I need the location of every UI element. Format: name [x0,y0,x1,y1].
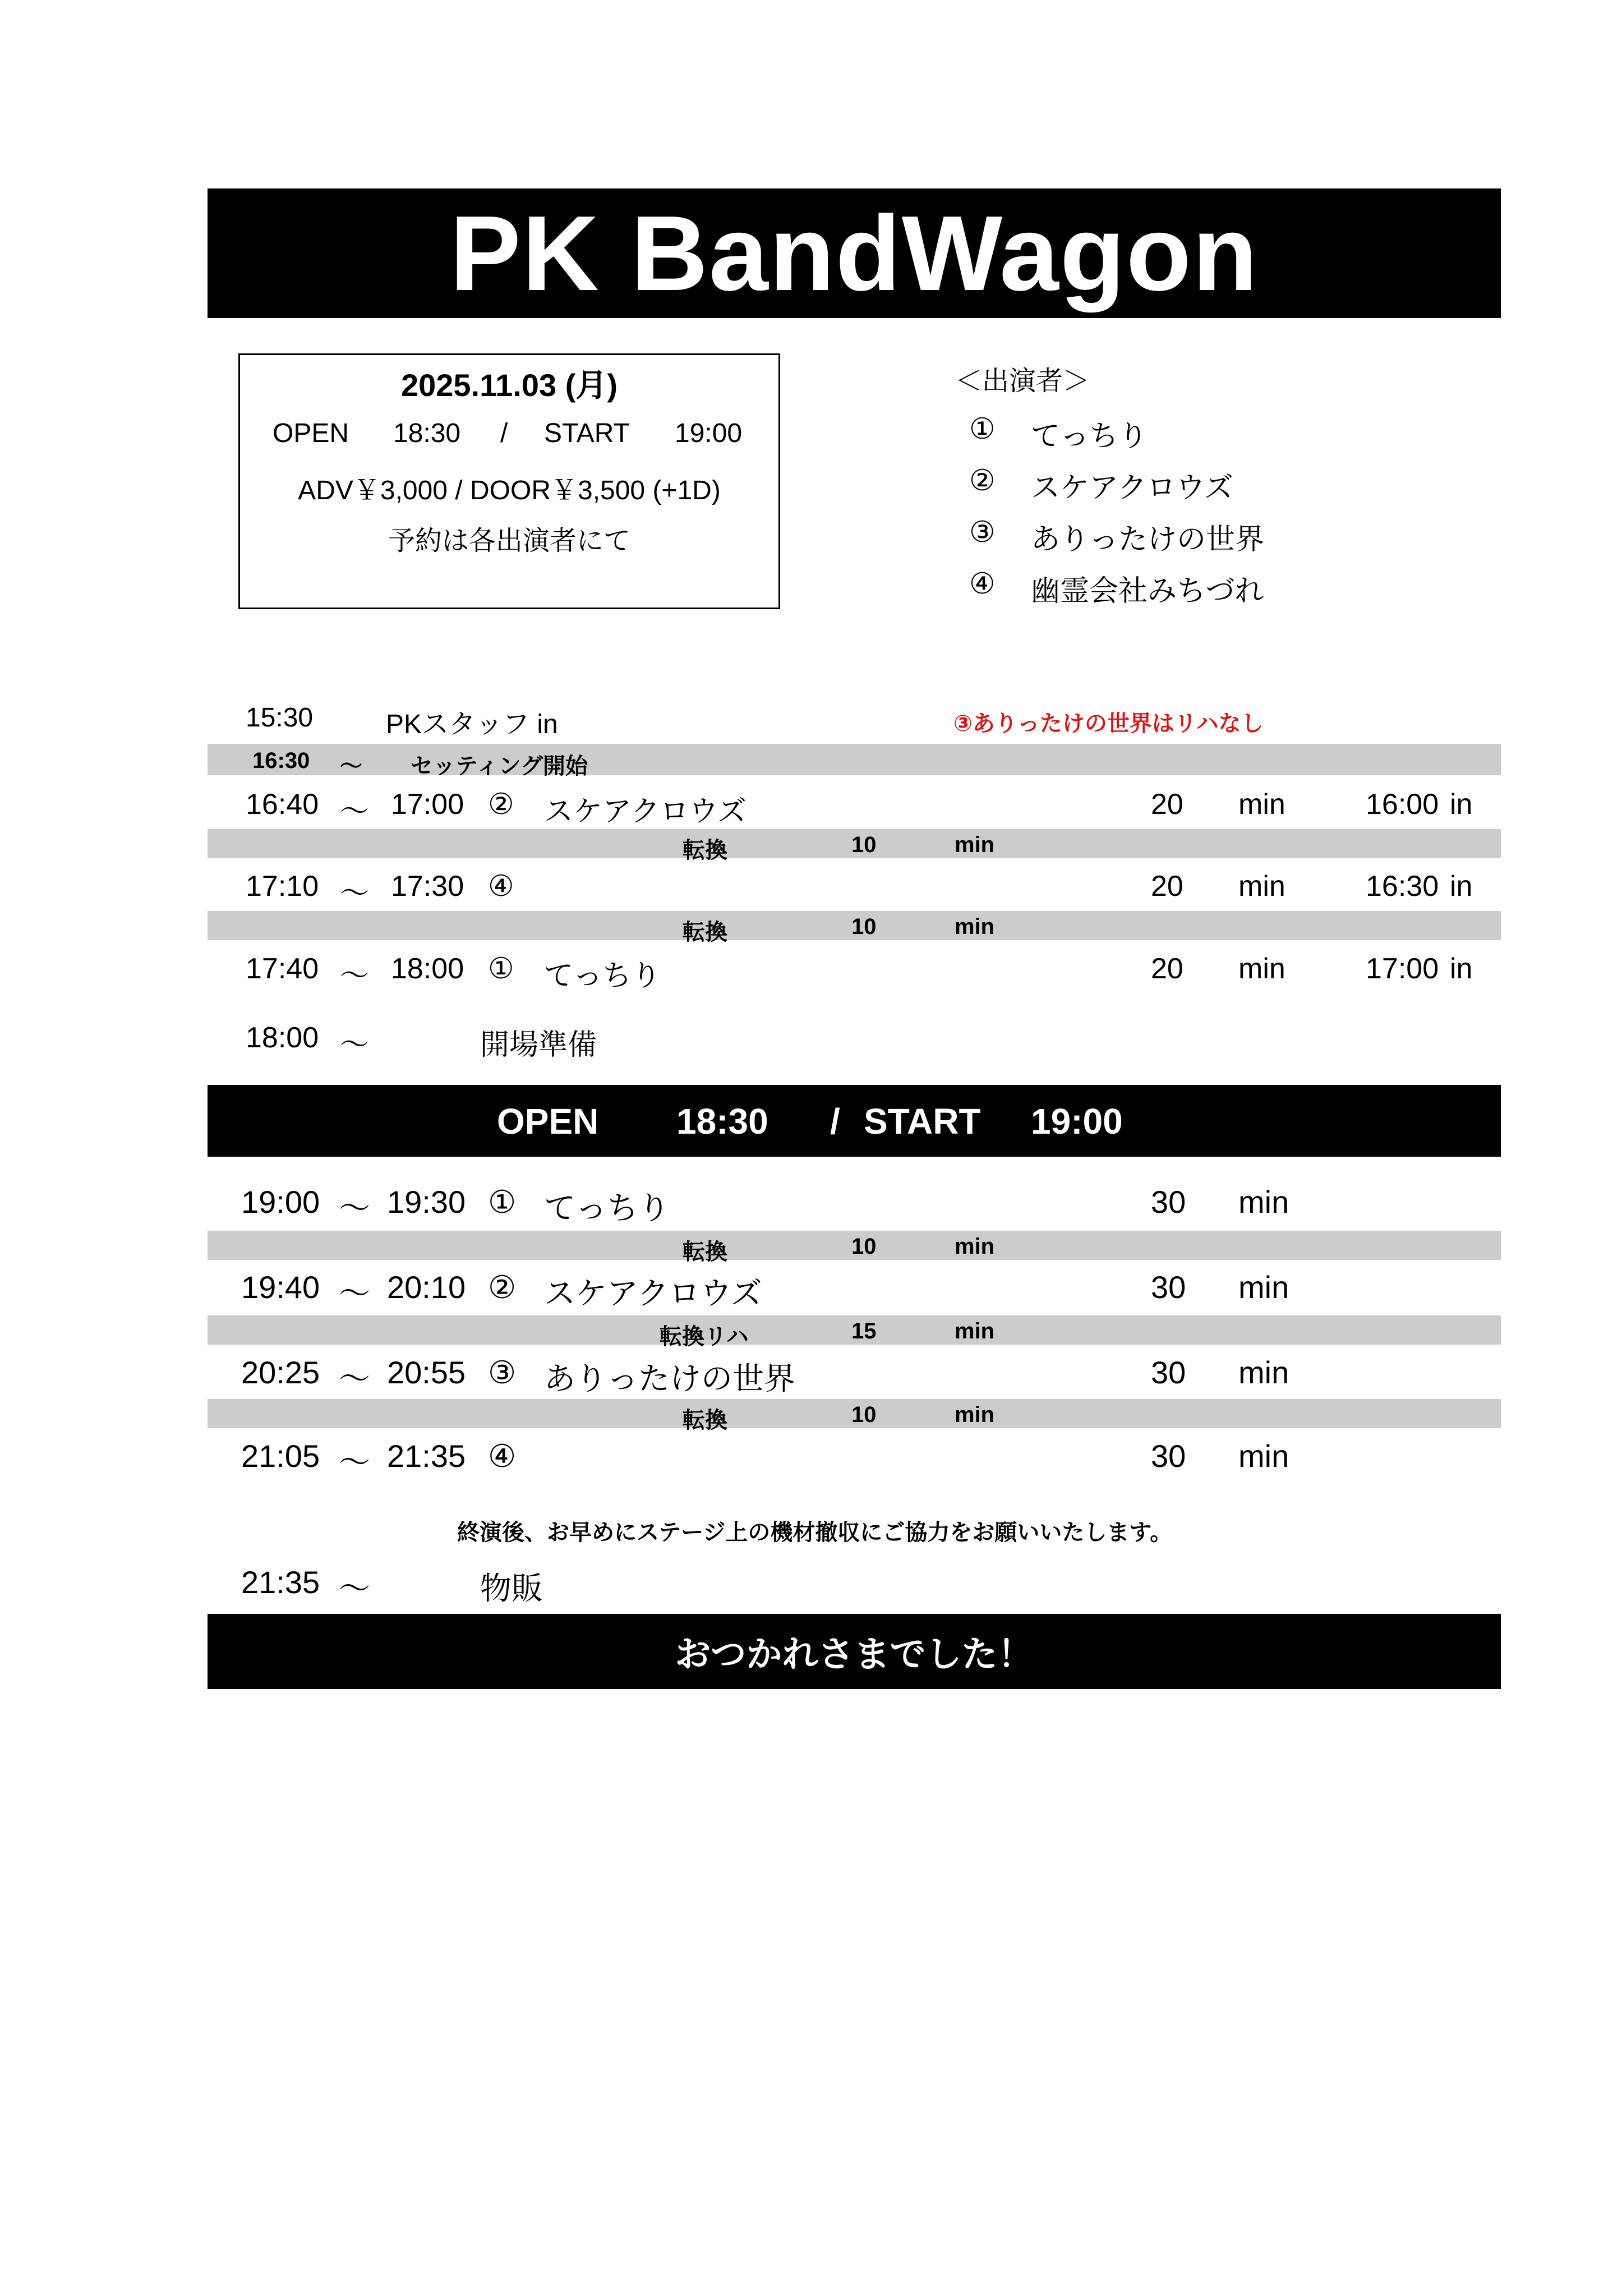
slot-duration: 20 [1151,788,1183,821]
slot-in-time: 16:30 [1366,870,1439,903]
slot-end: 18:00 [391,953,464,985]
slot-start: 17:40 [246,953,319,985]
changeover-mins: 10 [851,914,877,939]
tilde: ～ [339,1190,370,1226]
tilde: ～ [339,1361,370,1396]
slot-end: 17:30 [391,870,464,903]
open-time: 18:30 [393,418,461,448]
setting-label: セッティング開始 [411,754,588,779]
tilde: ～ [340,960,370,992]
changeover-row [208,1399,1501,1433]
open-label: OPEN [273,418,349,448]
changeover-row [208,1231,1501,1264]
footer-message: おつかれさまでした！ [675,1634,1034,1674]
slot-start: 16:40 [246,788,319,821]
performer-num: ① [969,413,996,445]
slot-end: 20:55 [387,1355,466,1390]
slot-num: ② [488,788,514,821]
slot-num: ③ [488,1355,517,1390]
performer-num: ② [969,464,996,497]
slot-name: ありったけの世界 [544,1361,795,1396]
changeover-mins: 10 [851,1402,877,1427]
tilde: ～ [340,1029,370,1061]
changeover-mins: 10 [851,832,877,857]
performer-num: ③ [969,516,996,549]
tilde: ～ [340,877,370,910]
slot-start: 17:10 [246,870,319,903]
changeover-row [208,911,1501,945]
slot-duration: 30 [1151,1184,1186,1220]
slot-end: 19:30 [387,1184,466,1220]
rehearsal-note: ③ありったけの世界はリハなし [953,711,1264,736]
start-time: 19:00 [1031,1101,1123,1142]
changeover-label: 転換 [683,838,727,863]
changeover-label: 転換 [683,1240,727,1264]
changeover-mins: 10 [851,1234,877,1259]
event-date: 2025.11.03 (月) [400,367,618,403]
slot-end: 21:35 [387,1438,466,1474]
event-title: PK BandWagon [450,194,1259,313]
slot-duration: 20 [1151,870,1183,903]
title-bar [208,188,1501,318]
staff-in-label: PKスタッフ in [386,710,558,739]
slot-unit: min [1238,1355,1289,1390]
tilde: ～ [339,1276,370,1311]
slot-in-label: in [1450,788,1473,821]
slot-unit: min [1238,1438,1289,1474]
slot-num: ① [488,1184,517,1220]
slot-duration: 30 [1151,1269,1186,1305]
changeover-label: 転換 [683,920,727,945]
tilde: ～ [340,754,362,779]
changeover-label: 転換リハ [660,1324,749,1349]
performer-name: 幽霊会社みちづれ [1031,575,1264,608]
slot-start: 19:40 [241,1269,320,1305]
open-time: 18:30 [676,1101,768,1142]
start-label: START [544,418,630,448]
slot-name: てっちり [544,960,661,992]
performer-name: ありったけの世界 [1031,523,1265,556]
merch-time: 21:35 [241,1565,320,1600]
changeover-label: 転換 [683,1408,727,1433]
changeover-mins: 15 [851,1319,877,1343]
slot-name: スケアクロウズ [544,795,747,828]
performers-heading: ＜出演者＞ [955,366,1090,396]
slot-in-label: in [1450,870,1473,903]
open-label: OPEN [497,1101,599,1142]
slot-unit: min [1238,1269,1289,1305]
changeover-unit: min [955,914,995,939]
merch-label: 物販 [480,1571,543,1606]
slot-start: 21:05 [241,1438,320,1474]
slot-duration: 30 [1151,1438,1186,1474]
prep-label: 開場準備 [480,1029,597,1061]
changeover-unit: min [955,832,995,857]
slot-end: 20:10 [387,1269,466,1305]
slot-duration: 20 [1151,953,1183,985]
ticket-price: ADV￥3,000 / DOOR￥3,500 (+1D) [298,476,721,505]
reservation-note: 予約は各出演者にて [388,526,630,556]
slash: / [500,418,508,448]
staff-in-time: 15:30 [246,703,314,733]
slot-in-time: 17:00 [1366,953,1439,985]
slot-duration: 30 [1151,1355,1186,1390]
prep-time: 18:00 [246,1022,319,1054]
footer-bar [208,1614,1501,1689]
performer-name: てっちり [1031,420,1148,453]
changeover-unit: min [955,1402,995,1427]
slot-in-time: 16:00 [1366,788,1439,821]
changeover-row [208,1315,1501,1349]
slot-in-label: in [1450,953,1473,985]
tilde: ～ [340,795,370,828]
start-label: START [864,1101,981,1142]
performer-num: ④ [969,568,996,600]
slot-num: ① [488,953,514,985]
open-start-bar [208,1085,1501,1157]
start-time: 19:00 [675,418,743,448]
changeover-unit: min [955,1234,995,1259]
slot-unit: min [1238,1184,1289,1220]
slot-name: てっちり [544,1190,670,1226]
slot-unit: min [1238,788,1285,821]
slash: / [830,1101,840,1142]
tilde: ～ [339,1571,370,1606]
slot-num: ② [488,1269,517,1305]
slot-end: 17:00 [391,788,464,821]
after-show-note: 終演後、お早めにステージ上の機材撤収にご協力をお願いいたします。 [457,1520,1173,1545]
slot-unit: min [1238,870,1285,903]
slot-unit: min [1238,953,1285,985]
setting-row [208,744,1501,779]
slot-num: ④ [488,1438,517,1474]
event-info-box [238,353,780,609]
slot-name: スケアクロウズ [544,1276,762,1311]
slot-num: ④ [488,870,514,903]
changeover-row [208,829,1501,863]
changeover-unit: min [955,1319,995,1343]
slot-start: 20:25 [241,1355,320,1390]
setting-time: 16:30 [252,748,310,773]
performer-name: スケアクロウズ [1031,472,1233,504]
tilde: ～ [339,1444,370,1480]
slot-start: 19:00 [241,1184,320,1220]
